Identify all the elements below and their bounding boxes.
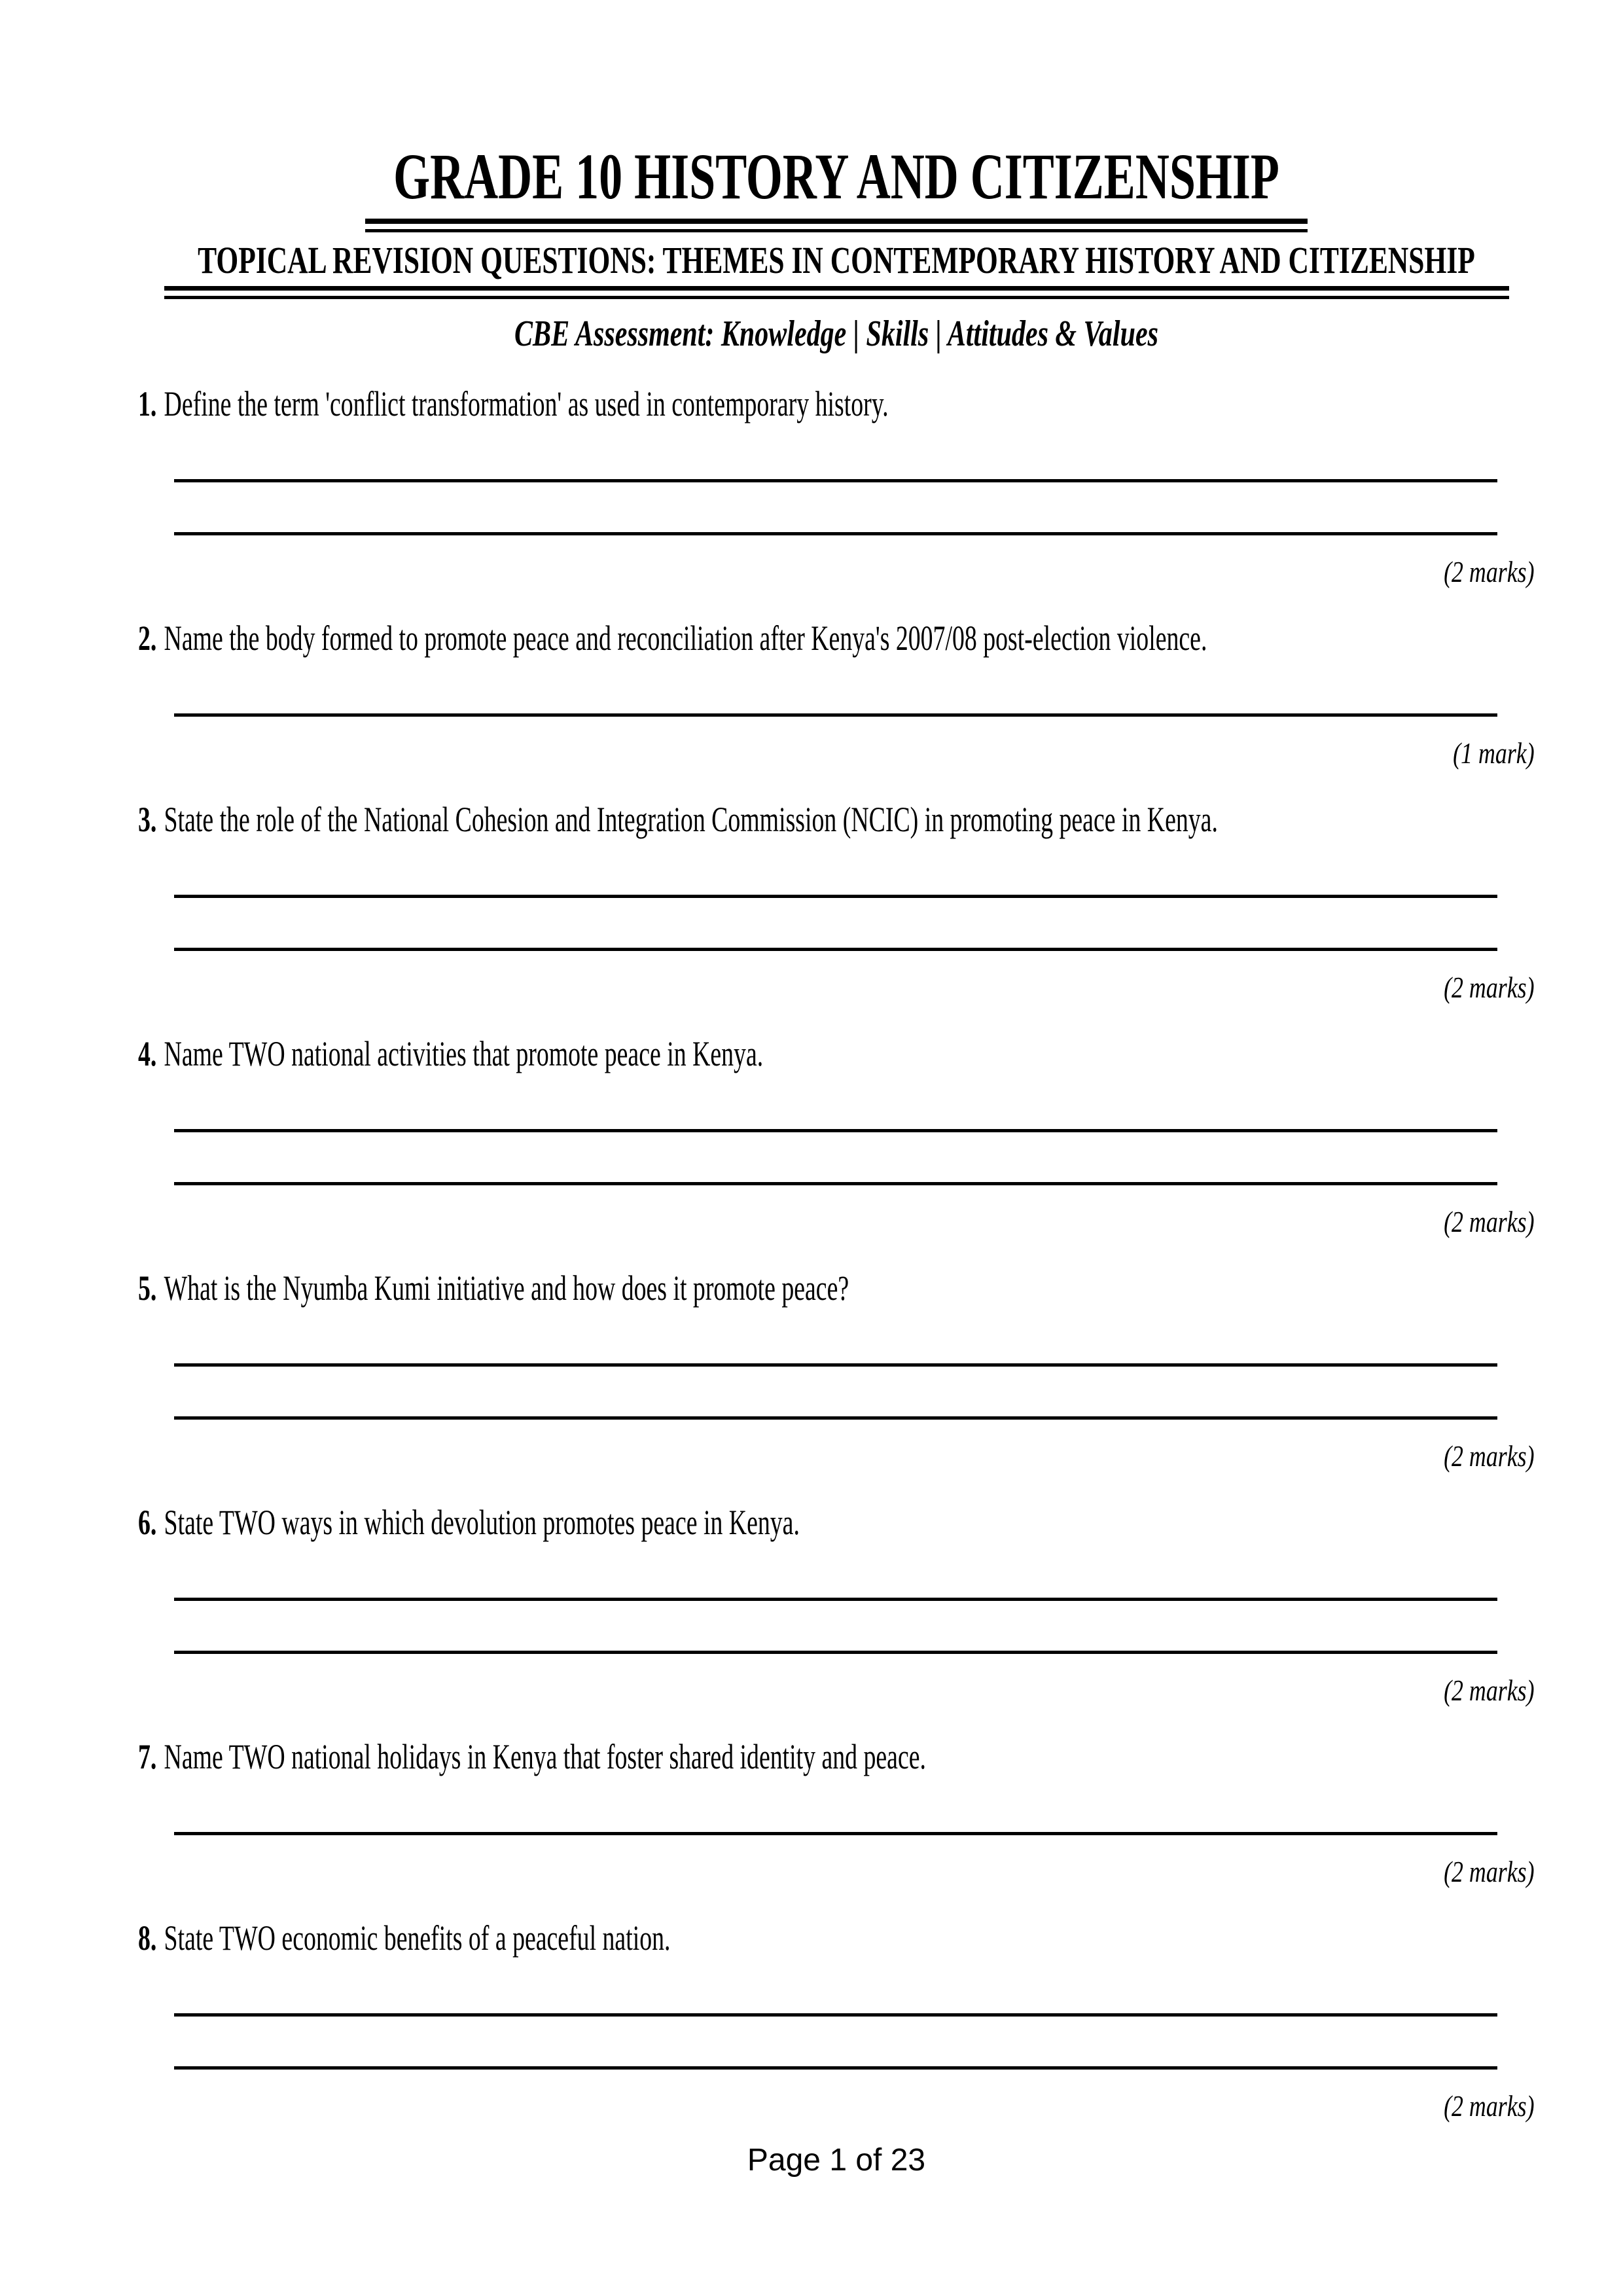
question-number: 6. (138, 1503, 157, 1542)
question-text: State TWO ways in which devolution promotes peace in Kenya. (164, 1503, 800, 1542)
question-line (138, 382, 1535, 425)
marks-text: (1 mark) (1453, 736, 1535, 770)
answer-line (174, 1416, 1497, 1420)
marks-text: (2 marks) (1444, 555, 1535, 588)
question-block (138, 1266, 1535, 1475)
marks-label (138, 1204, 1535, 1240)
answer-line (174, 532, 1497, 535)
answer-line (174, 1832, 1497, 1835)
marks-label (138, 554, 1535, 590)
question-block (138, 798, 1535, 1006)
question-block (138, 1032, 1535, 1240)
question-text: State the role of the National Cohesion and Integration Commission (NCIC) in promoting peace in Kenya. (164, 800, 1218, 839)
question-block (138, 1735, 1535, 1890)
question-text: State TWO economic benefits of a peaceful nation. (164, 1918, 671, 1958)
question-text: Name the body formed to promote peace and reconciliation after Kenya's 2007/08 post-election violence. (164, 619, 1207, 658)
page-subtitle-text: TOPICAL REVISION QUESTIONS: THEMES IN CONTEMPORARY HISTORY AND CITIZENSHIP (198, 239, 1475, 281)
title-underline (365, 219, 1308, 232)
question-text: What is the Nyumba Kumi initiative and how does it promote peace? (164, 1268, 849, 1308)
answer-line (174, 1182, 1497, 1185)
marks-text: (2 marks) (1444, 1205, 1535, 1238)
question-number: 7. (138, 1737, 157, 1776)
marks-label (138, 1672, 1535, 1709)
answer-line (174, 2013, 1497, 2017)
question-number: 3. (138, 800, 157, 839)
answer-line (174, 948, 1497, 951)
marks-text: (2 marks) (1444, 1855, 1535, 1888)
document-header (138, 137, 1535, 356)
question-number: 4. (138, 1034, 157, 1073)
question-line (138, 1735, 1535, 1778)
page-number: Page 1 of 23 (747, 2143, 926, 2178)
question-line (138, 1501, 1535, 1544)
marks-label (138, 1854, 1535, 1890)
answer-line (174, 713, 1497, 717)
question-line (138, 1032, 1535, 1075)
page-subtitle (138, 238, 1535, 283)
question-text: Name TWO national holidays in Kenya that foster shared identity and peace. (164, 1737, 926, 1776)
answer-line (174, 2066, 1497, 2070)
question-block (138, 617, 1535, 772)
assessment-line-text: CBE Assessment: Knowledge | Skills | Attitudes & Values (514, 314, 1158, 354)
question-line (138, 617, 1535, 660)
questions-list (138, 382, 1535, 2125)
marks-label (138, 2088, 1535, 2125)
question-line (138, 1266, 1535, 1310)
subtitle-underline (164, 286, 1509, 299)
marks-label (138, 735, 1535, 772)
document-footer (138, 2142, 1535, 2179)
answer-line (174, 1363, 1497, 1367)
answer-line (174, 1651, 1497, 1654)
question-block (138, 382, 1535, 590)
question-block (138, 1916, 1535, 2125)
marks-label (138, 969, 1535, 1006)
question-block (138, 1501, 1535, 1709)
question-line (138, 1916, 1535, 1960)
assessment-line (138, 312, 1535, 356)
question-text: Name TWO national activities that promote peace in Kenya. (164, 1034, 764, 1073)
question-number: 1. (138, 384, 157, 423)
marks-text: (2 marks) (1444, 1439, 1535, 1473)
question-number: 8. (138, 1918, 157, 1958)
answer-line (174, 895, 1497, 898)
question-number: 5. (138, 1268, 157, 1308)
page-title (138, 137, 1535, 216)
answer-line (174, 1598, 1497, 1601)
question-text: Define the term 'conflict transformation' as used in contemporary history. (164, 384, 889, 423)
marks-text: (2 marks) (1444, 971, 1535, 1004)
marks-text: (2 marks) (1444, 2089, 1535, 2123)
answer-line (174, 1129, 1497, 1132)
answer-line (174, 479, 1497, 482)
page-title-text: GRADE 10 HISTORY AND CITIZENSHIP (393, 140, 1279, 213)
marks-text: (2 marks) (1444, 1674, 1535, 1707)
question-line (138, 798, 1535, 841)
marks-label (138, 1438, 1535, 1475)
question-number: 2. (138, 619, 157, 658)
